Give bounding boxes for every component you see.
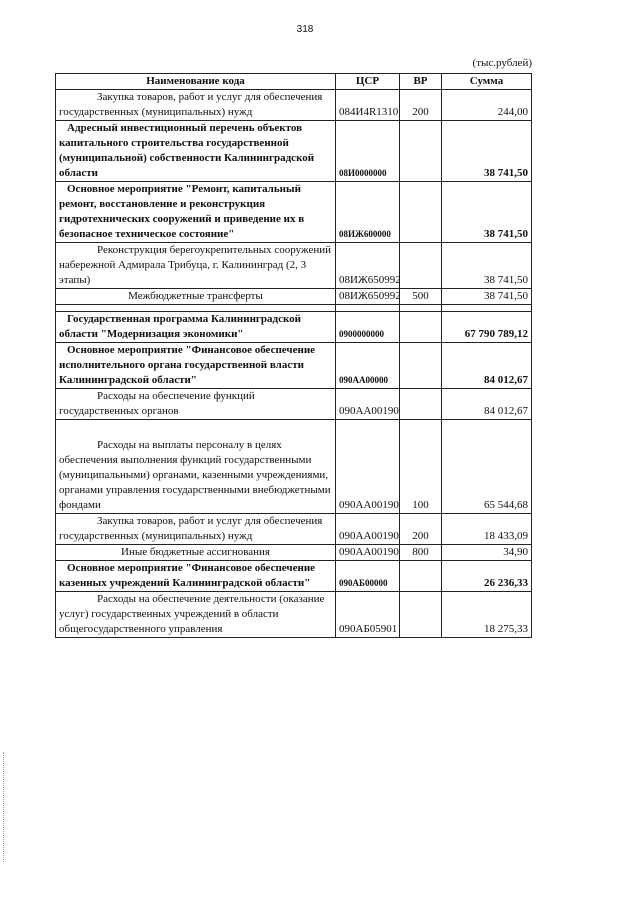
row-code: 08ИЖ650992 — [336, 243, 400, 289]
row-code: 0900000000 — [336, 312, 400, 343]
row-code: 090АА00190 — [336, 389, 400, 420]
row-vr — [400, 561, 442, 592]
row-vr — [400, 389, 442, 420]
row-name: Реконструкция берегоукрепительных сооружений набережной Адмирала Трибуца, г. Калининград (2, 3 этапы) — [56, 243, 336, 289]
row-vr — [400, 182, 442, 243]
row-vr — [400, 121, 442, 182]
row-vr: 200 — [400, 90, 442, 121]
row-sum: 38 741,50 — [442, 289, 532, 305]
row-sum: 67 790 789,12 — [442, 312, 532, 343]
budget-table — [55, 73, 532, 638]
table-row — [56, 312, 532, 343]
row-name: Основное мероприятие "Финансовое обеспечение исполнительного органа государственной власти Калининградской области" — [56, 343, 336, 389]
table-row — [56, 182, 532, 243]
row-name: Расходы на обеспечение деятельности (оказание услуг) государственных учреждений в области общегосударственного управления — [56, 592, 336, 638]
row-code: 090АА00190 — [336, 545, 400, 561]
spacer-row — [56, 305, 532, 312]
header-sum: Сумма — [442, 74, 532, 90]
row-name: Основное мероприятие "Ремонт, капитальный ремонт, восстановление и реконструкция гидротехнических сооружений и приведение их в безопасное техническое состояние" — [56, 182, 336, 243]
scan-margin-marks — [3, 752, 5, 862]
units-label: (тыс.рублей) — [472, 57, 532, 69]
row-sum: 34,90 — [442, 545, 532, 561]
header-code: ЦСР — [336, 74, 400, 90]
row-name: Закупка товаров, работ и услуг для обеспечения государственных (муниципальных) нужд — [56, 514, 336, 545]
row-vr: 500 — [400, 289, 442, 305]
row-code: 090АБ05901 — [336, 592, 400, 638]
row-code: 08И0000000 — [336, 121, 400, 182]
row-code: 08ИЖ600000 — [336, 182, 400, 243]
table-row — [56, 561, 532, 592]
table-row — [56, 90, 532, 121]
row-vr — [400, 592, 442, 638]
header-name: Наименование кода — [56, 74, 336, 90]
row-vr — [400, 312, 442, 343]
row-code: 090АА00190 — [336, 514, 400, 545]
row-name: Межбюджетные трансферты — [56, 289, 336, 305]
row-name: Расходы на выплаты персоналу в целях обеспечения выполнения функций государственными (муниципальными) органами, казенными учреждениями, органами управления государственными внебюджетными фондами — [56, 420, 336, 514]
page-number: 318 — [296, 24, 314, 35]
row-sum: 84 012,67 — [442, 389, 532, 420]
table-row — [56, 514, 532, 545]
row-code: 090АА00190 — [336, 420, 400, 514]
row-name: Иные бюджетные ассигнования — [56, 545, 336, 561]
row-vr — [400, 243, 442, 289]
row-code: 090АБ00000 — [336, 561, 400, 592]
table-row — [56, 289, 532, 305]
table-row — [56, 420, 532, 514]
row-sum: 38 741,50 — [442, 121, 532, 182]
row-vr: 200 — [400, 514, 442, 545]
spacer-cell — [336, 305, 400, 312]
row-code: 08ИЖ650992 — [336, 289, 400, 305]
row-sum: 84 012,67 — [442, 343, 532, 389]
table-row — [56, 592, 532, 638]
spacer-cell — [400, 305, 442, 312]
row-vr — [400, 343, 442, 389]
row-sum: 38 741,50 — [442, 243, 532, 289]
table-header-row — [56, 74, 532, 90]
spacer-cell — [442, 305, 532, 312]
table-row — [56, 389, 532, 420]
row-sum: 26 236,33 — [442, 561, 532, 592]
table-row — [56, 121, 532, 182]
row-code: 084И4R1310 — [336, 90, 400, 121]
row-sum: 38 741,50 — [442, 182, 532, 243]
row-vr: 100 — [400, 420, 442, 514]
spacer-cell — [56, 305, 336, 312]
header-vr: ВР — [400, 74, 442, 90]
row-sum: 18 433,09 — [442, 514, 532, 545]
table-row — [56, 343, 532, 389]
row-code: 090АА00000 — [336, 343, 400, 389]
row-name: Закупка товаров, работ и услуг для обеспечения государственных (муниципальных) нужд — [56, 90, 336, 121]
row-name: Адресный инвестиционный перечень объектов капитального строительства государственной (муниципальной) собственности Калининградской области — [56, 121, 336, 182]
table-row — [56, 243, 532, 289]
row-name: Основное мероприятие "Финансовое обеспечение казенных учреждений Калининградской области" — [56, 561, 336, 592]
row-vr: 800 — [400, 545, 442, 561]
row-name: Государственная программа Калининградской области "Модернизация экономики" — [56, 312, 336, 343]
row-sum: 244,00 — [442, 90, 532, 121]
row-name: Расходы на обеспечение функций государственных органов — [56, 389, 336, 420]
table-row — [56, 545, 532, 561]
row-sum: 65 544,68 — [442, 420, 532, 514]
row-sum: 18 275,33 — [442, 592, 532, 638]
